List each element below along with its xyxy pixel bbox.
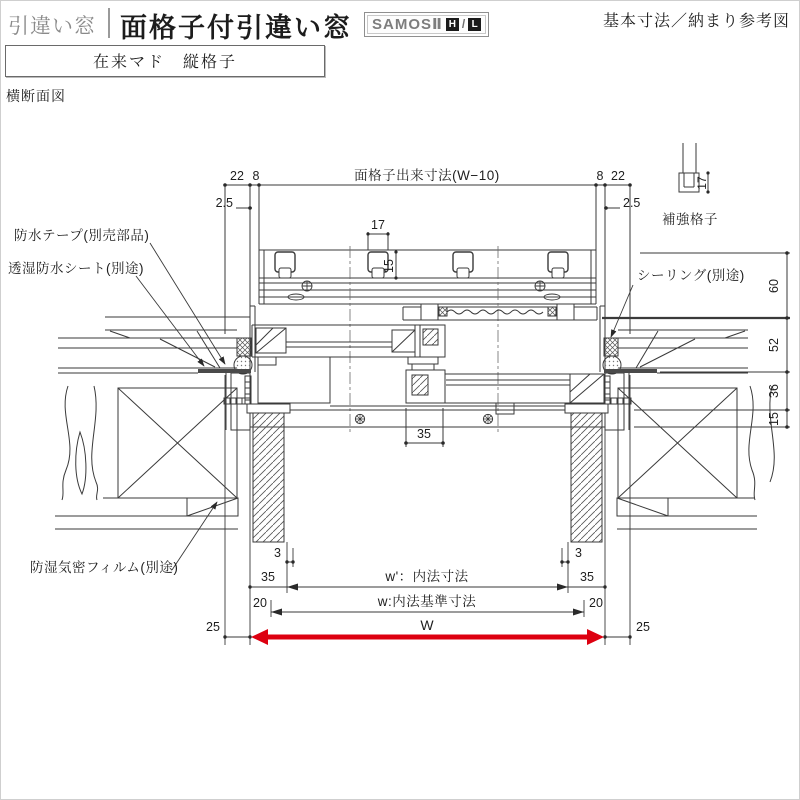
- samos-logo-text: SAMOSⅡ: [372, 16, 443, 33]
- wood-grain: [770, 386, 774, 482]
- right-wall: [617, 330, 774, 529]
- w-base-label: w:内法基準寸法: [377, 594, 477, 609]
- grille-bars: [275, 252, 568, 278]
- dim-17-bar: 17: [371, 218, 385, 232]
- dim-3-ticks: [285, 560, 569, 563]
- sash-pocket: [258, 357, 330, 403]
- grille-bar: [275, 252, 295, 278]
- dim-22-left: 22: [230, 169, 244, 183]
- dim-60: 60: [767, 279, 781, 293]
- dim-3-left: 3: [274, 546, 281, 560]
- siding-marks: [110, 331, 220, 368]
- samos-slash: /: [461, 17, 466, 31]
- callout-waterproof-tape: 防水テープ(別売部品): [14, 228, 150, 243]
- dim-52: 52: [767, 338, 781, 352]
- dim-35-center: 35: [417, 427, 431, 441]
- sash-stopper: [496, 403, 514, 414]
- left-wall: [55, 317, 250, 529]
- trim-left: [253, 413, 284, 542]
- screen-mesh-wave: [447, 310, 543, 314]
- dim-W-label: W: [420, 617, 434, 633]
- dim-36: 36: [767, 384, 781, 398]
- screw-icon: [535, 281, 545, 291]
- reinforcement-grille-label: 補強格子: [662, 212, 718, 227]
- anchor-screw-icon: [483, 414, 492, 423]
- page-title: 面格子付引違い窓: [120, 13, 352, 43]
- top-dimension-ticks: [223, 183, 632, 210]
- dim-8-right: 8: [596, 169, 604, 183]
- wood-grain: [76, 432, 86, 494]
- anchor-screw-icon: [355, 414, 364, 423]
- wood-grain: [62, 386, 70, 500]
- dim-22-right: 22: [611, 169, 625, 183]
- callout-moisture-film: 防湿気密フィルム(別途): [30, 560, 179, 575]
- spec-box: 在来マド 縦格子: [5, 45, 325, 77]
- window-category-label: 引違い窓: [8, 15, 96, 38]
- screen-track-band: [403, 304, 597, 320]
- w-inner-label: w'：内法寸法: [385, 569, 469, 584]
- callout-breathable-sheet: 透湿防水シート(別途): [8, 261, 144, 276]
- grille-span-label: 面格子出来寸法(W−10): [354, 168, 500, 183]
- dim-15-right: 15: [767, 412, 781, 426]
- trim-right: [571, 413, 602, 542]
- dim-25-right: 25: [636, 620, 650, 634]
- wood-grain: [92, 386, 98, 500]
- dim-2p5-left: 2.5: [215, 196, 233, 210]
- waterproof-tape-strip: [604, 369, 657, 373]
- screw-icon: [302, 281, 312, 291]
- dim-15-bar: 15: [382, 259, 396, 273]
- interior-trim: [247, 404, 608, 542]
- dim-35-right: 35: [580, 570, 594, 584]
- dim-2p5-right: 2.5: [623, 196, 641, 210]
- grille-rail-band: [259, 250, 596, 304]
- section-view-label: 横断面図: [6, 88, 66, 104]
- wood-grain: [749, 386, 755, 500]
- dim-17-reinforcement: 17: [695, 176, 709, 190]
- samos-h-chip: H: [446, 18, 459, 31]
- callout-sealing: シーリング(別途): [637, 268, 745, 283]
- dim-35-left: 35: [261, 570, 275, 584]
- dim-3-right: 3: [575, 546, 582, 560]
- frame-sill: [250, 403, 605, 427]
- sealing-block: [604, 338, 618, 356]
- waterproof-tape-strip: [198, 369, 251, 373]
- grille-bar: [453, 252, 473, 278]
- siding-marks: [636, 331, 745, 368]
- grille-bar: [548, 252, 568, 278]
- corner-note: 基本寸法／納まり参考図: [602, 13, 790, 30]
- dim-20-right: 20: [589, 596, 603, 610]
- dim-8-left: 8: [252, 169, 260, 183]
- dim-20-left: 20: [253, 596, 267, 610]
- dim-25-left: 25: [206, 620, 220, 634]
- samos-l-chip: L: [468, 18, 481, 31]
